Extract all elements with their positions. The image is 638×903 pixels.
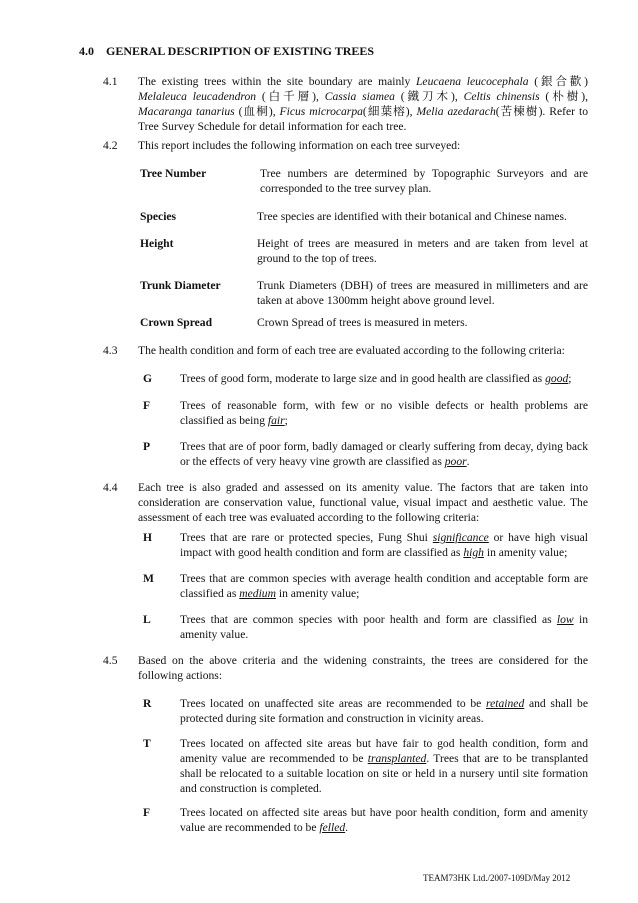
info-desc: Height of trees are measured in meters and are taken from level at ground to the top of trees.: [257, 237, 588, 265]
criterion-desc: Trees located on affected site areas but have fair to god health condition, form and amenity value are recommended to be transplanted. Trees that are to be transplanted shall be relocated to a suitable location on site or held in a nursery until site formation and construction is completed.: [180, 737, 589, 795]
criterion-desc: Trees located on affected site areas but have poor health condition, form and amenity value are recommended to be felled.: [180, 806, 588, 834]
criterion-desc: Trees that are rare or protected species, Fung Shui significance or have high visual impact with good health condition and form are classified as high in amenity value;: [180, 531, 588, 559]
section-4-1-number: 4.1: [103, 75, 118, 88]
section-4-4-number: 4.4: [103, 481, 118, 494]
criterion-key: P: [143, 440, 151, 453]
section-4-5-intro: Based on the above criteria and the widening constraints, the trees are considered for the following actions:: [138, 654, 588, 682]
criterion-key: F: [143, 399, 151, 412]
page-footer: TEAM73HK Ltd./2007-109D/May 2012: [423, 873, 571, 883]
section-4-5-number: 4.5: [103, 654, 118, 667]
info-term: Trunk Diameter: [140, 279, 221, 292]
criterion-key: F: [143, 806, 151, 819]
info-term: Crown Spread: [140, 316, 213, 329]
heading-number: 4.0: [79, 44, 94, 58]
species-name: Celtis chinensis: [463, 90, 540, 103]
criterion-key: H: [143, 531, 153, 544]
criterion-desc: Trees of good form, moderate to large size and in good health are classified as good;: [180, 372, 572, 385]
section-4-3-intro: The health condition and form of each tree are evaluated according to the following criteria:: [138, 344, 565, 357]
info-desc: Tree numbers are determined by Topographic Surveyors and are corresponded to the tree survey plan.: [260, 167, 588, 195]
species-name: Ficus microcarpa: [279, 105, 363, 118]
species-name: Melia azedarach: [416, 105, 496, 118]
info-desc: Tree species are identified with their botanical and Chinese names.: [257, 210, 567, 223]
section-heading: [79, 44, 374, 59]
criterion-key: M: [143, 572, 154, 585]
criterion-desc: Trees located on unaffected site areas are recommended to be retained and shall be protected during site formation and construction in vicinity areas.: [180, 697, 588, 725]
species-name: Melaleuca leucadendron: [138, 90, 257, 103]
section-4-4-intro: Each tree is also graded and assessed on its amenity value. The factors that are taken into consideration are conservation value, functional value, visual impact and aesthetic value. The assessment of each tree was evaluated according to the following criteria:: [138, 481, 588, 524]
section-4-2-number: 4.2: [103, 139, 118, 152]
info-desc: Crown Spread of trees is measured in meters.: [257, 316, 468, 329]
criterion-key: L: [143, 613, 151, 626]
species-name: Macaranga tanarius: [138, 105, 235, 118]
criterion-key: R: [143, 697, 152, 710]
criterion-key: G: [143, 372, 153, 385]
criterion-desc: Trees that are common species with poor health and form are classified as low in amenity value.: [180, 613, 588, 641]
criterion-desc: Trees that are of poor form, badly damaged or clearly suffering from decay, dying back or the effects of very heavy vine growth are classified as poor.: [180, 440, 588, 468]
info-term: Height: [140, 237, 174, 250]
info-term: Tree Number: [140, 167, 207, 180]
section-4-2-intro: This report includes the following information on each tree surveyed:: [138, 139, 461, 152]
heading-title: GENERAL DESCRIPTION OF EXISTING TREES: [106, 44, 375, 58]
species-name: Leucaena leucocephala: [415, 75, 529, 88]
criterion-key: T: [143, 737, 151, 750]
section-4-3-number: 4.3: [103, 344, 118, 357]
criterion-desc: Trees that are common species with average health condition and acceptable form are classified as medium in amenity value;: [180, 572, 588, 600]
info-desc: Trunk Diameters (DBH) of trees are measured in millimeters and are taken at above 1300mm height above ground level.: [257, 279, 588, 307]
criterion-desc: Trees of reasonable form, with few or no visible defects or health problems are classified as being fair;: [180, 399, 588, 427]
info-term: Species: [140, 210, 177, 223]
species-name: Cassia siamea: [324, 90, 395, 103]
section-4-1-text: The existing trees within the site boundary are mainly Leucaena leucocephala (銀合歡) Melaleuca leucadendron (白千層), Cassia siamea (鐵刀木), Celtis chinensis (朴樹), Macaranga tanarius (血桐), Ficus microcarpa(細葉榕), Melia azedarach(苦楝樹). Refer to Tree Survey Schedule for detail information for each tree.: [138, 75, 589, 133]
